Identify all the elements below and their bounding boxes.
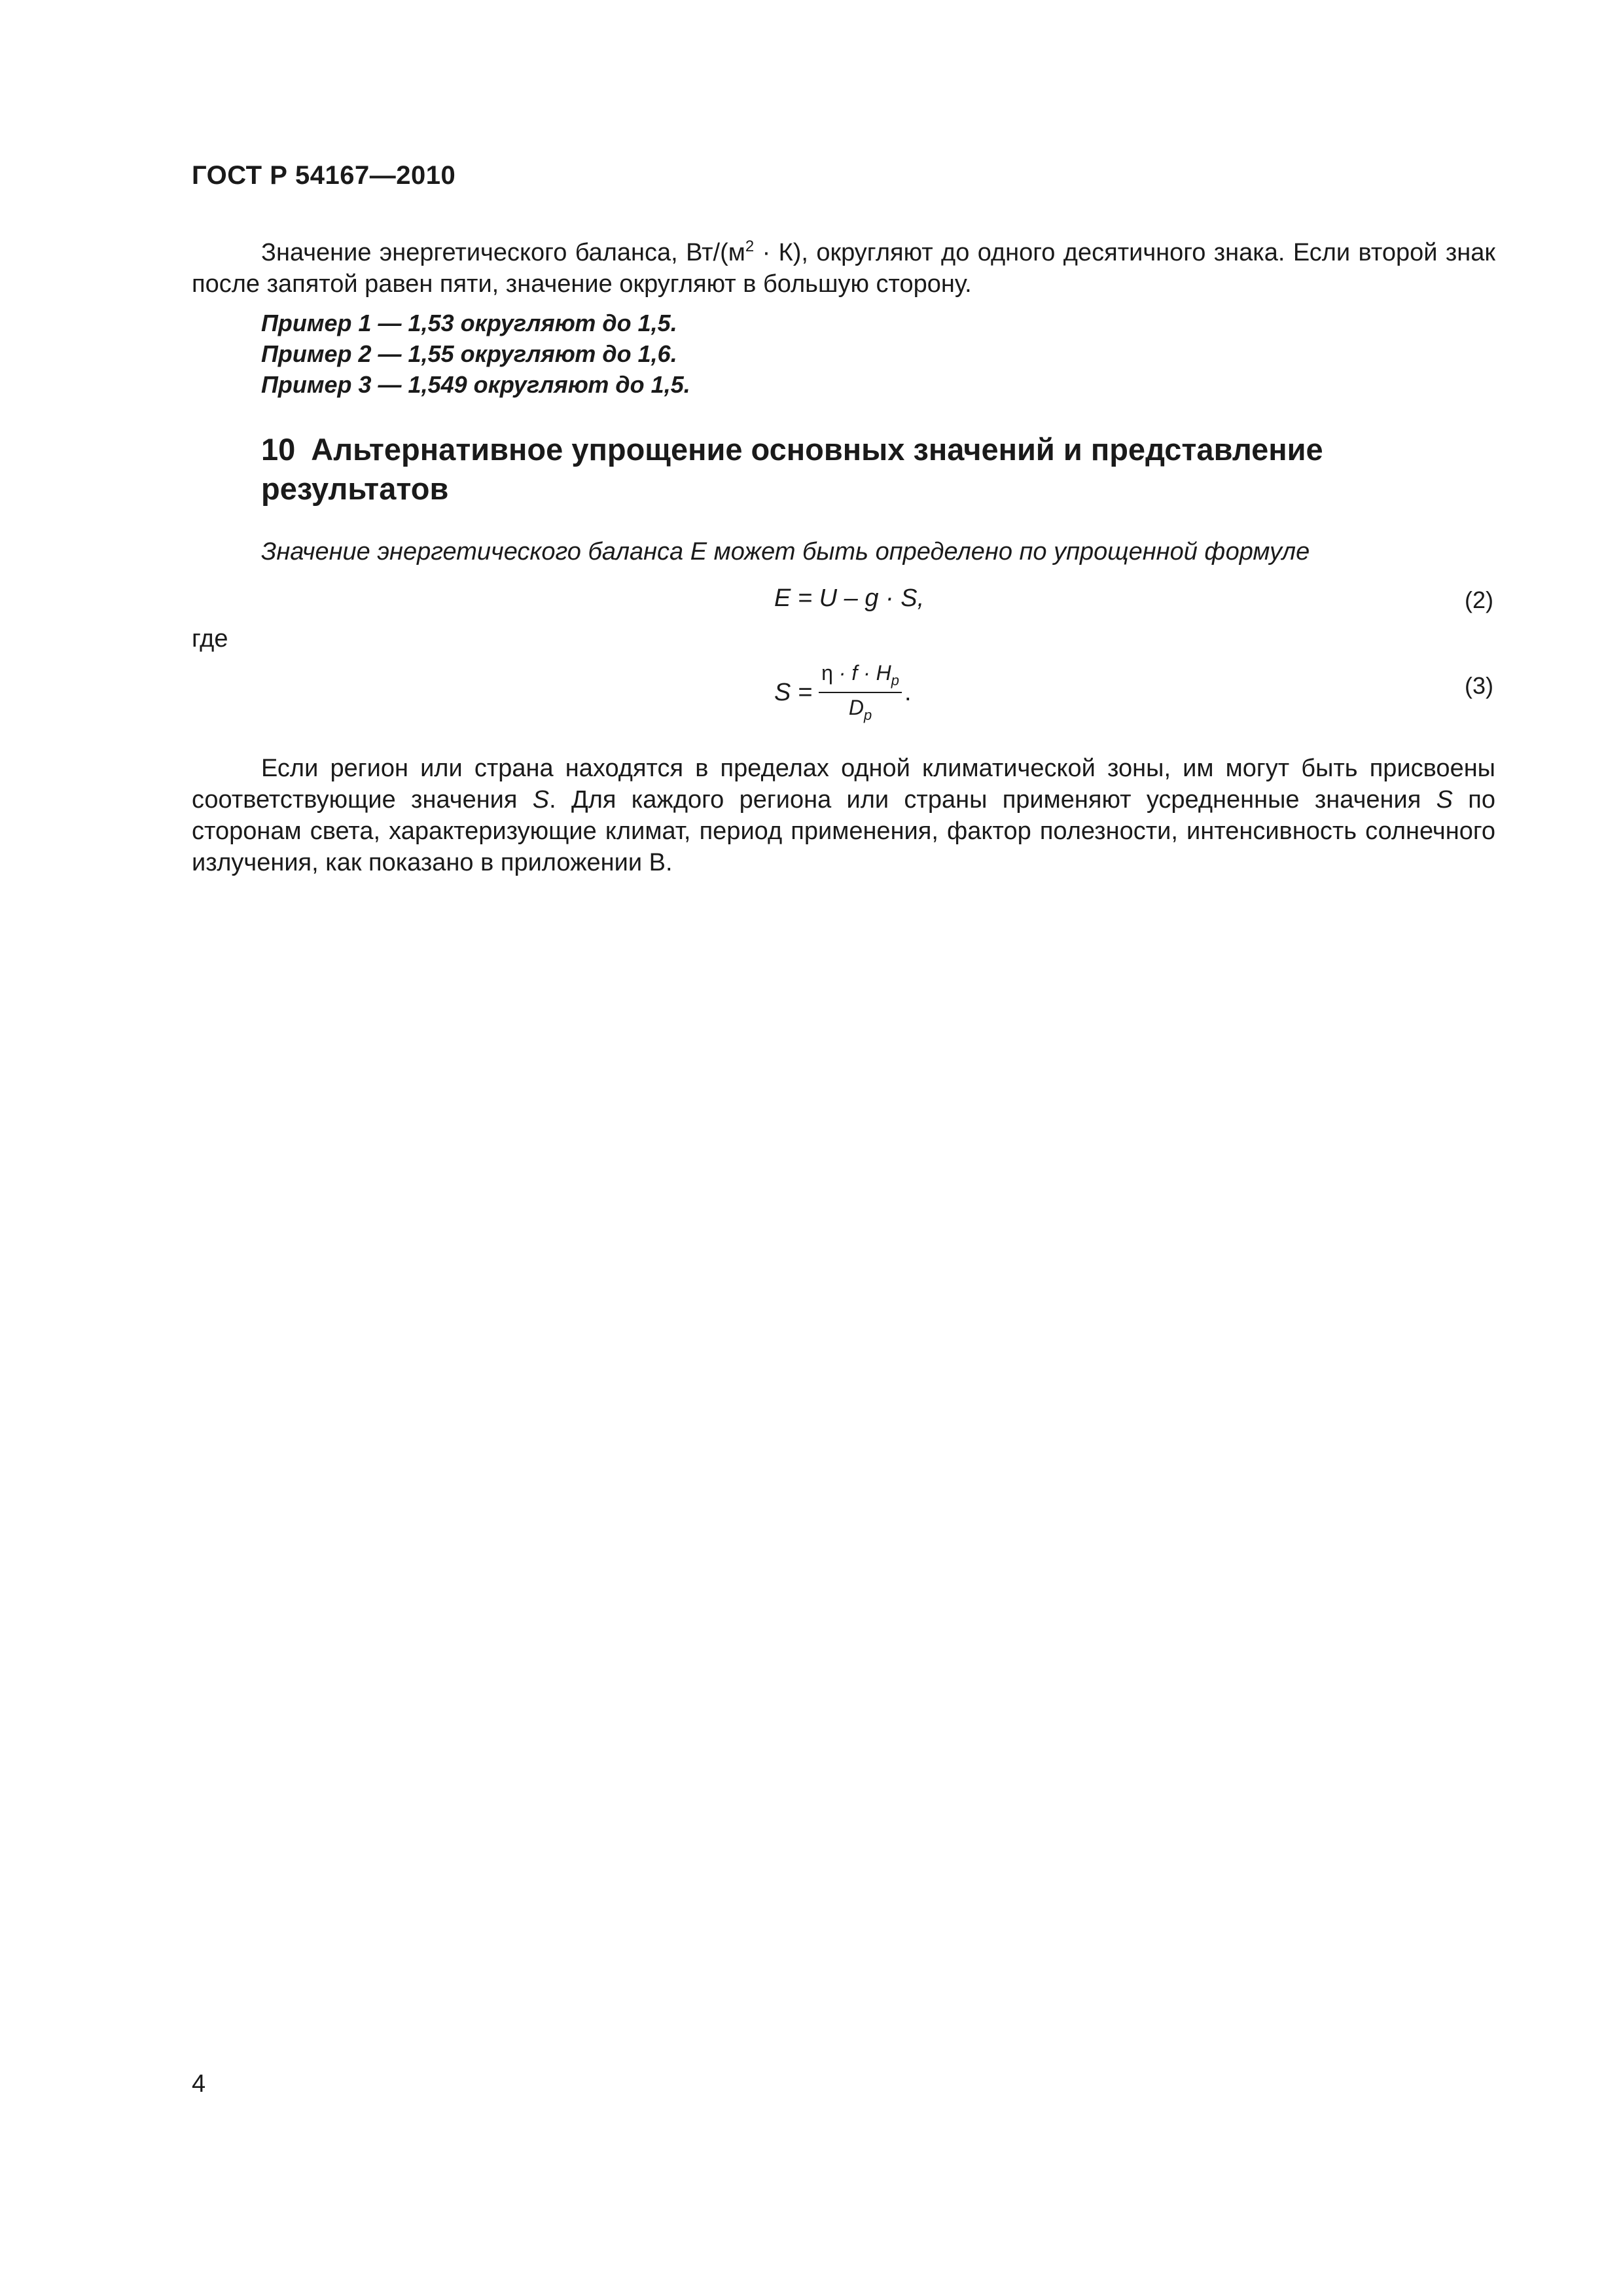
section-number: 10: [261, 432, 296, 467]
denominator-subscript: p: [864, 707, 872, 723]
formula-intro: Значение энергетического баланса E может быть определено по упрощенной формуле: [261, 538, 1310, 565]
formula-3-period: .: [904, 678, 912, 706]
final-text-2: . Для каждого региона или страны применяют усредненные значения: [549, 786, 1436, 814]
numerator-rest: · f · H: [832, 661, 891, 685]
formula-2: E = U – g · S,: [774, 584, 925, 612]
formula-3-fraction: [819, 661, 902, 724]
formula-3: [774, 661, 912, 724]
final-symbol-s: S: [1436, 786, 1453, 814]
examples-list: [261, 308, 690, 400]
rounding-text-2: · К), округляют до одного десятичного знака. Если второй знак после запятой равен пяти, значение округляют в большую сторону.: [192, 239, 1495, 298]
document-header: ГОСТ Р 54167—2010: [192, 161, 456, 190]
final-symbol-s: S: [532, 786, 550, 814]
eta-symbol: η: [821, 661, 833, 685]
formula-3-number: (3): [1465, 672, 1493, 699]
formula-3-denominator: [849, 693, 872, 724]
formula-3-lhs: S =: [774, 678, 813, 706]
where-label: где: [192, 625, 228, 653]
page-number: 4: [192, 2070, 206, 2098]
formula-3-numerator: [819, 661, 902, 693]
denominator-symbol: D: [848, 696, 864, 719]
numerator-subscript: p: [891, 672, 900, 689]
final-paragraph: [192, 753, 1495, 878]
section-title-text: Альтернативное упрощение основных значений и представление результатов: [261, 432, 1323, 506]
rounding-paragraph: [192, 231, 1495, 300]
final-text-1: Если регион или страна находятся в пределах одной климатической зоны, им могут быть присвоены соответствующие значения: [192, 755, 1495, 814]
final-text-3: по сторонам света, характеризующие климат, период применения, фактор полезности, интенсивность солнечного излучения, как показано в приложении В.: [192, 786, 1495, 876]
formula-2-number: (2): [1465, 586, 1493, 613]
example-item: Пример 3 — 1,549 округляют до 1,5.: [261, 371, 690, 398]
section-heading: [261, 430, 1478, 509]
rounding-superscript: 2: [745, 238, 755, 255]
rounding-text-1: Значение энергетического баланса, Вт/(м: [261, 239, 745, 266]
example-item: Пример 1 — 1,53 округляют до 1,5.: [261, 310, 677, 336]
example-item: Пример 2 — 1,55 округляют до 1,6.: [261, 340, 677, 367]
